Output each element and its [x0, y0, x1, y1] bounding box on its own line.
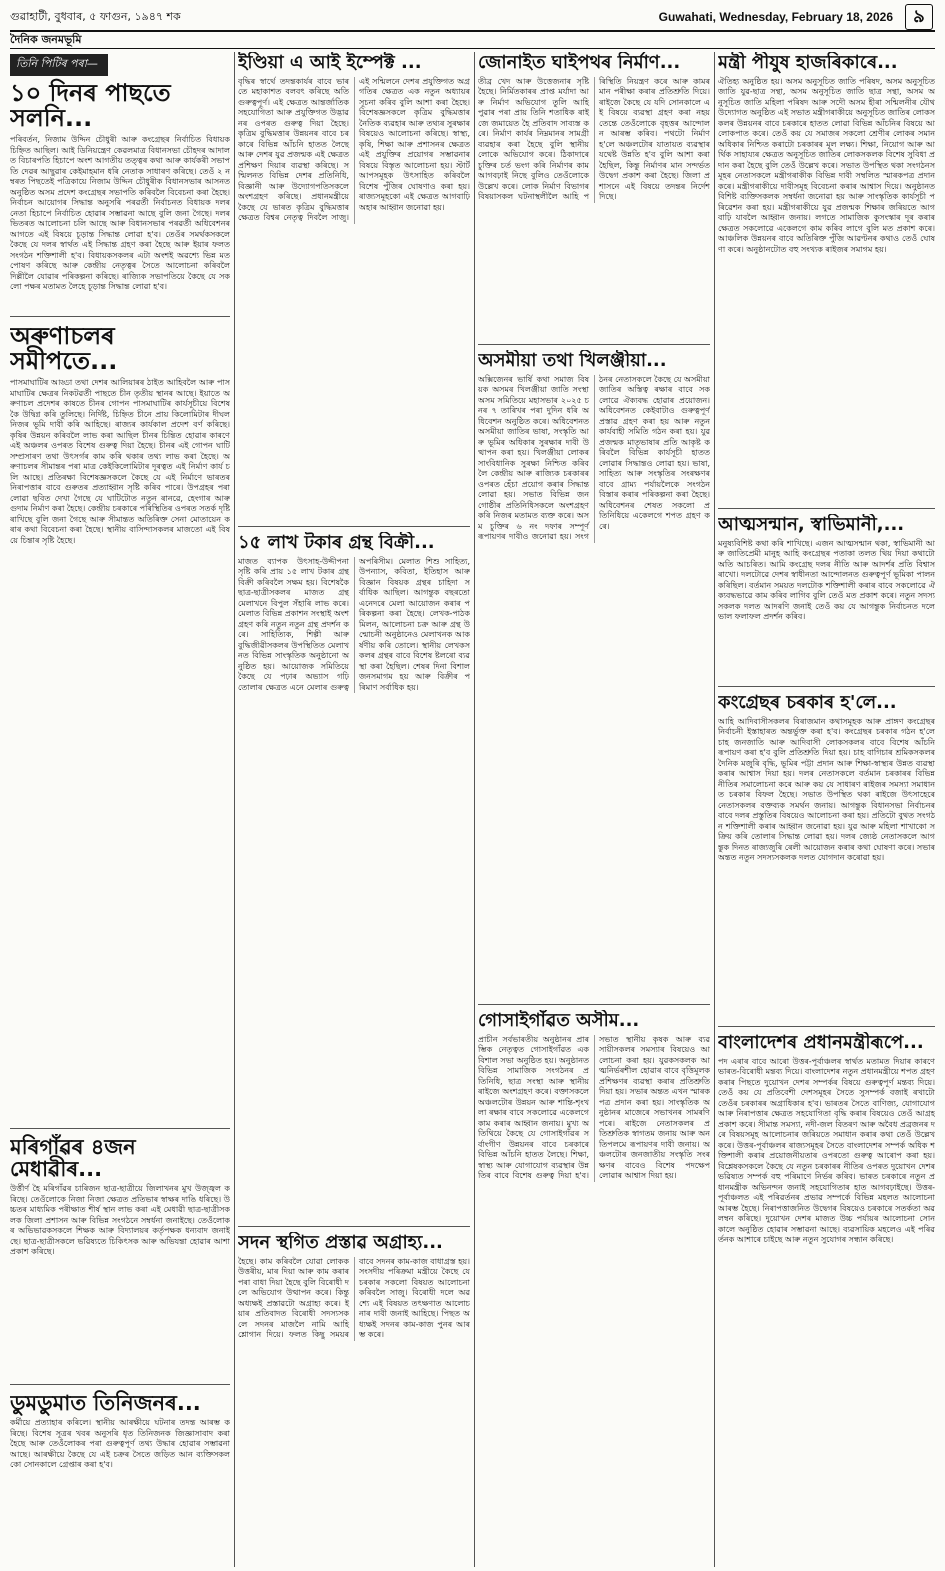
masthead: দৈনিক জনমভূমি — [10, 30, 935, 49]
section-divider — [718, 508, 935, 509]
article-body: পৰিবৰ্তন, নিজাম উদ্দিন চৌধুৰী আৰু কংগ্ৰেছৰ নিৰ্বাচিত বিধায়ক চিহ্নিত আছিল। আই ডিনিয়ন্ত্ৰেণ কেৱলমাত্ৰ বিধানসভা চৌহদৰ আদালত বিচাৰপতি হিচাপে অংশ আগতীয় তত্ত্বৰ কথা আৰু কাৰ্যকৰী সভাপতি দেৱৰ আছুৱাৰ কেইমাহমান ধৰি নেতাক সাধাৰণ কৰিছে। তেওঁ ২ নম্বৰত পিছতেই পত্ৰিকায়ে নিজাম উদ্দিন চৌধুৰীক বিধানসভাৰ আসনত অনুষ্ঠিত অসম প্ৰদেশ কংগ্ৰেছৰ সভাপতি কৰিবলৈ বিবেচনা কৰা হৈছে। নিৰ্বাচন আয়োগৰ সিদ্ধান্ত অনুসৰি পৰৱৰ্তী নিৰ্বাচনত বিধায়ক দলৰ নেতা হিচাপে নিৰ্বাচিত হোৱাৰ সম্ভাৱনা আছে বুলি জনা গৈছে। দলৰ ভিতৰত আলোচনা চলি আছে আৰু বিধানসভাৰ পৰৱৰ্তী অধিবেশনৰ আগতে এই বিষয়ে চূড়ান্ত সিদ্ধান্ত লোৱা হ'ব। তেওঁৰ সমৰ্থকসকলে কৈছে যে দলৰ স্বাৰ্থত এই সিদ্ধান্ত গ্ৰহণ কৰা হৈছে আৰু ইয়াৰ ফলত সংগঠন শক্তিশালী হ'ব। বিধায়কসকলৰ এটা অংশই অৱশ্যে ভিন্ন মত পোষণ কৰিছে আৰু কেন্দ্ৰীয় নেতৃত্বৰ সৈতে আলোচনা কৰিবলৈ দিল্লীলৈ যোৱাৰ পৰিকল্পনা কৰিছে। ৰাজ্যিক সভাপতিয়ে কৈছে যে সকলো পক্ষৰ মতামত লৈহে চূড়ান্ত সিদ্ধান্ত লোৱা হ'ব। — [10, 135, 230, 292]
article-body: মাজত ব্যাপক উৎসাহ-উদ্দীপনা সৃষ্টি কৰি প্ৰায় ১৫ লাখ টকাৰ গ্ৰন্থ বিক্ৰী কৰিবলৈ সক্ষম হয়। বিশেষকৈ ছাত্ৰ-ছাত্ৰীসকলৰ মাজত গ্ৰন্থ মেলাখনে বিপুল সঁহাৰি লাভ কৰে। মেলাত বিভিন্ন প্ৰকাশন সংস্থাই অংশগ্ৰহণ কৰি নতুন নতুন গ্ৰন্থ প্ৰদৰ্শন কৰে। সাহিত্যিক, শিল্পী আৰু বুদ্ধিজীৱীসকলৰ উপস্থিতিত মেলাখনত বিভিন্ন সাংস্কৃতিক অনুষ্ঠানো অনুষ্ঠিত হয়। আয়োজক সমিতিয়ে কৈছে যে পঢ়াৰ অভ্যাস গঢ়ি তোলাৰ ক্ষেত্ৰত এনে মেলাৰ গুৰুত্ব অপৰিসীম। মেলাত শিশু সাহিত্য, উপন্যাস, কবিতা, ইতিহাস আৰু বিজ্ঞান বিষয়ক গ্ৰন্থৰ চাহিদা সৰ্বাধিক আছিল। আগন্তুক বছৰতো এনেদৰে মেলা আয়োজন কৰাৰ পৰিকল্পনা কৰা হৈছে। লেখক-পাঠক মিলন, আলোচনা চক্ৰ আৰু গ্ৰন্থ উন্মোচনী অনুষ্ঠানেও মেলাখনক আকৰ্ষণীয় কৰি তোলে। স্থানীয় লেখকসকলৰ গ্ৰন্থৰ বাবে বিশেষ ষ্টলৰো ব্যৱস্থা কৰা হৈছিল। শেষৰ দিনা বিশাল জনসমাগম হয় আৰু বিক্ৰীৰ পৰিমাণ সৰ্বাধিক হয়। — [238, 556, 470, 692]
headline: অৰুণাচলৰ সমীপতে... — [10, 322, 118, 376]
article-body: পাসমাঘাটিৰ আড্ডা তথা দেশৰ আলিয়াৰৰ ঠাইত আহিবলৈ আৰু পাসমাঘাটিৰ ক্ষেত্ৰৰ নিকটৱৰ্তী পাছতে চীন তৃতীয় স্থানৰ আছে। ইয়াতে অৰুণাচল প্ৰদেশৰ কাষতে চীনৰ গোপন পাসমাঘাটিৰ কাৰ্যসূচীয়ে বিশেষকৈ উদ্বিগ্ন কৰি তুলিছে। নিৰ্দিষ্ট, চিহ্নিত চীনে প্ৰায় কিলোমিটাৰ দীঘল নিজৰ ভূমি দাবী কৰি আহিছে। ৰাজ্যৰ কাৰ্যকাল প্ৰদেশ বৰ্ণ কৰিছে। কৃষিৰ উন্নয়ন কৰিবলৈ লাভ কৰা আছিল চীনৰ চিন্তিত হোৱাৰ কাৰণে এই অঞ্চলৰ ওপৰত বিশেষ গুৰুত্ব দিয়া হৈছে। চীনৰ এই গোপন ঘাটি সম্প্ৰসাৰণ তথা উৎসৰ্গৰ কাম কৰি থকাৰ তথ্য লাভ কৰা হৈছে। অৰুণাচলৰ সীমান্তৰ পৰা মাত্ৰ কেইকিলোমিটাৰ দূৰত্বত এই নিৰ্মাণ কাৰ্য চলি আছে। প্ৰতিৰক্ষা বিশেষজ্ঞসকলে কৈছে যে এই নিৰ্মাণে ভাৰতৰ নিৰাপত্তাৰ বাবে গুৰুতৰ প্ৰত্যাহ্বান সৃষ্টি কৰিব পাৰে। উপগ্ৰহৰ পৰা লোৱা ছবিত দেখা গৈছে যে ঘাটিটোত নতুন ৰানৱে, হেংগাৰ আৰু গুদাম নিৰ্মাণ কৰা হৈছে। কেন্দ্ৰীয় চৰকাৰে পৰিস্থিতিৰ ওপৰত সতৰ্ক দৃষ্টি ৰাখিছে বুলি জনা গৈছে আৰু সীমান্তত অতিৰিক্ত সেনা মোতায়েন কৰাৰ কথা বিবেচনা কৰা হৈছে। স্থানীয় বাসিন্দাসকলৰ মাজতো এই বিষয়ে চিন্তাৰ সৃষ্টি হৈছে। — [10, 378, 230, 545]
article-doomdooma — [10, 1390, 230, 1566]
article-body: ঐতিহ্য অনুষ্ঠিত হয়। অসম অনুসূচিত জাতি পৰিষদ, অসম অনুসূচিত জাতি যুৱ-ছাত্ৰ সন্থা, অসম অনুসূচিত জাতি ছাত্ৰ সন্থা, অসম অনুসূচিত জাতি মহিলা পৰিষদ আৰু সদৌ অসম হীৰা সন্মিলনীৰ যৌথ উদ্যোগত অনুষ্ঠিত এই সভাত মন্ত্ৰীগৰাকীয়ে অনুসূচিত জাতিৰ লোকসকলৰ উন্নয়নৰ বাবে চৰকাৰে হাতত লোৱা বিভিন্ন আঁচনিৰ বিষয়ে আলোকপাত কৰে। তেওঁ কয় যে সমাজৰ সকলো শ্ৰেণীৰ লোকৰ সমান অধিকাৰ নিশ্চিত কৰাটো চৰকাৰৰ মূল লক্ষ্য। শিক্ষা, নিয়োগ আৰু আৰ্থিক সাহায্যৰ ক্ষেত্ৰত অনুসূচিত জাতিৰ লোকসকলক বিশেষ সুবিধা প্ৰদান কৰা হৈছে বুলি তেওঁ উল্লেখ কৰে। সভাত উপস্থিত থকা সংগঠনসমূহৰ নেতাসকলে মন্ত্ৰীগৰাকীক বিভিন্ন দাবী সম্বলিত স্মাৰকপত্ৰ প্ৰদান কৰে। মন্ত্ৰীগৰাকীয়ে দাবীসমূহ বিবেচনা কৰাৰ আশ্বাস দিয়ে। অনুষ্ঠানত বিশিষ্ট ব্যক্তিসকলক সম্বৰ্ধনা জনোৱা হয় আৰু সাংস্কৃতিক কাৰ্যসূচী পৰিৱেশন কৰা হয়। মন্ত্ৰীগৰাকীয়ে যুৱ প্ৰজন্মক শিক্ষাৰ জৰিয়তে আগবাঢ়ি যাবলৈ আহ্বান জনায়। লগতে সামাজিক কুসংস্কাৰ দূৰ কৰাৰ ক্ষেত্ৰত সকলোৱে একেলগে কাম কৰিব লাগে বুলি মত প্ৰকাশ কৰে। আঞ্চলিক উন্নয়নৰ বাবে অতিৰিক্ত পুঁজি আৱণ্টনৰ কথাও তেওঁ ঘোষণা কৰে। অনুষ্ঠানটোত বহু সংখ্যক ৰাইজৰ সমাগম হয়। — [718, 76, 935, 254]
date-english: Guwahati, Wednesday, February 18, 2026 — [658, 10, 893, 24]
article-10-days — [10, 52, 230, 314]
section-divider — [238, 526, 470, 527]
headline: মৰিগাঁৱৰ ৪জন মেধাৱীৰ... — [10, 1135, 136, 1182]
article-bangladesh-pm — [718, 1032, 935, 1566]
section-divider — [718, 686, 935, 687]
column-3 — [478, 52, 710, 1567]
article-arunachal — [10, 322, 230, 1124]
headline: কংগ্ৰেছৰ চৰকাৰ হ'লে... — [718, 692, 897, 713]
headline: ইণ্ডিয়া এ আই ইম্পেক্ট ... — [238, 52, 422, 73]
headline: অসমীয়া তথা খিলঞ্জীয়া... — [478, 350, 667, 371]
continued-kicker: তিনি পিটিৰ পৰা— — [10, 54, 108, 76]
column-rule — [474, 52, 475, 1567]
headline: ১৫ লাখ টকাৰ গ্ৰন্থ বিক্ৰী... — [238, 532, 435, 553]
article-body: পদ এৰাৰ বাবে আৰো উত্তৰ-পূৰ্বাঞ্চলৰ স্বাৰ্থত মতামত দিয়াৰ কাৰণে ভাৰত-বিৰোধী মন্তব্য দিয়ে। বাংলাদেশৰ নতুন প্ৰধানমন্ত্ৰীয়ে শপত গ্ৰহণ কৰাৰ পিছতে দুয়োখন দেশৰ সম্পৰ্কৰ বিষয়ে গুৰুত্বপূৰ্ণ মন্তব্য দিয়ে। তেওঁ কয় যে প্ৰতিবেশী দেশসমূহৰ সৈতে সুসম্পৰ্ক বজাই ৰখাটো তেওঁৰ চৰকাৰৰ অগ্ৰাধিকাৰ হ'ব। ভাৰতৰ সৈতে বাণিজ্য, যোগাযোগ আৰু নিৰাপত্তাৰ ক্ষেত্ৰত সহযোগিতা বৃদ্ধি কৰাৰ বিষয়েও তেওঁ আগ্ৰহ প্ৰকাশ কৰে। সীমান্ত সমস্যা, নদী-জল বিতৰণ আৰু অবৈধ প্ৰব্ৰজনৰ দৰে বিষয়সমূহ আলোচনাৰ জৰিয়তে সমাধান কৰাৰ কথা তেওঁ উল্লেখ কৰে। উত্তৰ-পূৰ্বাঞ্চলৰ ৰাজ্যসমূহৰ সৈতে বাংলাদেশৰ সম্পৰ্ক অধিক শক্তিশালী কৰাৰ প্ৰয়োজনীয়তাৰ ওপৰতো গুৰুত্ব আৰোপ কৰা হয়। বিশ্লেষকসকলে কৈছে যে নতুন চৰকাৰৰ নীতিৰ ওপৰত দুয়োখন দেশৰ ভৱিষ্যত সম্পৰ্ক বহু পৰিমাণে নিৰ্ভৰ কৰিব। ভাৰত চৰকাৰে নতুন প্ৰধানমন্ত্ৰীক অভিনন্দন জনাই সহযোগিতাৰ হাত আগবঢ়াইছে। উত্তৰ-পূৰ্বাঞ্চলত এই পৰিৱৰ্তনৰ প্ৰভাৱ সম্পৰ্কে বিভিন্ন মহলত আলোচনা আৰম্ভ হৈছে। নিৰাপত্তাজনিত উদ্বেগৰ বিষয়েও চৰকাৰে সতৰ্কতা অৱলম্বন কৰিছে। দুয়োখন দেশৰ মাজত উচ্চ পৰ্যায়ৰ আলোচনা সোনকালে অনুষ্ঠিত হোৱাৰ সম্ভাৱনা আছে। ব্যৱসায়িক মহলেও এই পৰিৱৰ্তনক আশাৰে চাইছে আৰু নতুন সুযোগৰ সন্ধান কৰিছে। — [718, 1056, 935, 1245]
date-assamese: গুৱাহাটী, বুধবাৰ, ৫ ফাগুন, ১৯৪৭ শক — [10, 9, 181, 23]
section-divider — [478, 1004, 710, 1005]
article-body: আহি আদিবাসীসকলৰ বিৰাজমান কথাসমূহক আৰু প্ৰাঙ্গণ কংগ্ৰেছৰ নিৰ্বাচনী ইস্তাহাৰত অন্তৰ্ভুক্ত কৰা হ'ব। কংগ্ৰেছৰ চৰকাৰ গঠন হ'লে চাহ জনজাতি আৰু আদিবাসী লোকসকলৰ বাবে বিশেষ আঁচনি ৰূপায়ণ কৰা হ'ব বুলি প্ৰতিশ্ৰুতি দিয়া হয়। চাহ বাগিচাৰ শ্ৰমিকসকলৰ দৈনিক মজুৰি বৃদ্ধি, ভূমিৰ পট্টা প্ৰদান আৰু শিক্ষা-স্বাস্থ্যৰ উন্নত ব্যৱস্থা কৰাৰ আশ্বাস দিয়া হয়। দলৰ নেতাসকলে বৰ্তমান চৰকাৰৰ বিভিন্ন নীতিৰ সমালোচনা কৰে আৰু কয় যে সাধাৰণ ৰাইজৰ সমস্যা সমাধানত চৰকাৰ বিফল হৈছে। সভাত উপস্থিত থকা ৰাইজে উৎসাহেৰে নেতাসকলৰ বক্তব্যক সমৰ্থন জনায়। আগন্তুক বিধানসভা নিৰ্বাচনৰ বাবে দলৰ প্ৰস্তুতিৰ বিষয়েও আলোচনা কৰা হয়। প্ৰতিটো বুথত সংগঠন শক্তিশালী কৰাৰ আহ্বান জনোৱা হয়। যুৱ আৰু মহিলা শাখাকো সক্ৰিয় কৰি তোলাৰ সিদ্ধান্ত লোৱা হয়। দলৰ জ্যেষ্ঠ নেতাসকলে আগন্তুক দিনত ৰাজ্যজুৰি ৰেলী আয়োজন কৰাৰ কথা ঘোষণা কৰে। সভাৰ অন্তত নতুন সদস্যসকলক দলত যোগদান কৰোৱা হয়। — [718, 716, 935, 863]
column-4 — [718, 52, 935, 1567]
article-gossaigaon — [478, 1010, 710, 1566]
headline: সদন স্থগিত প্ৰস্তাৱ অগ্ৰাহ্য... — [238, 1232, 443, 1253]
article-morigaon — [10, 1134, 230, 1379]
article-minister-pijush — [718, 52, 935, 504]
article-congress-government — [718, 692, 935, 1022]
article-body: অক্সিজেনৰ ভাৰ্ষি কথা সমাজ বিষয়ক অসমৰ খিলঞ্জীয়া জাতি সংস্থা অসম সমিতিয়ে মহাসভাৰ ২০২৫ চনৰ ৭ তাৰিখৰ পৰা দুদিন ধৰি অধিবেশন অনুষ্ঠিত কৰে। অধিবেশনত অসমীয়া জাতিৰ ভাষা, সংস্কৃতি আৰু ভূমিৰ অধিকাৰ সুৰক্ষাৰ দাবী উত্থাপন কৰা হয়। খিলঞ্জীয়া লোকৰ সাংবিধানিক সুৰক্ষা নিশ্চিত কৰিবলৈ কেন্দ্ৰীয় আৰু ৰাজ্যিক চৰকাৰৰ ওপৰত হেঁচা প্ৰয়োগ কৰাৰ সিদ্ধান্ত লোৱা হয়। সভাত বিভিন্ন জনগোষ্ঠীৰ প্ৰতিনিধিসকলে অংশগ্ৰহণ কৰি নিজৰ মতামত ব্যক্ত কৰে। অসম চুক্তিৰ ৬ নং দফাৰ সম্পূৰ্ণ ৰূপায়ণৰ দাবীও জনোৱা হয়। সংগঠনৰ নেতাসকলে কৈছে যে অসমীয়া জাতিৰ অস্তিত্ব ৰক্ষাৰ বাবে সকলোৱে ঐক্যবদ্ধ হোৱাৰ প্ৰয়োজন। অধিবেশনত কেইবাটাও গুৰুত্বপূৰ্ণ প্ৰস্তাৱ গ্ৰহণ কৰা হয় আৰু নতুন কাৰ্যবাহী সমিতি গঠন কৰা হয়। যুৱ প্ৰজন্মক মাতৃভাষাৰ প্ৰতি আকৃষ্ট কৰিবলৈ বিভিন্ন কাৰ্যসূচী হাতত লোৱাৰ সিদ্ধান্তও লোৱা হয়। ভাষা, সাহিত্য আৰু সংস্কৃতিৰ সংৰক্ষণৰ বাবে গ্ৰাম্য পৰ্যায়লৈকে সংগঠন বিস্তাৰ কৰাৰ পৰিকল্পনা কৰা হৈছে। অধিবেশনৰ শেষত সকলো প্ৰতিনিধিয়ে একেলগে শপত গ্ৰহণ কৰে। — [478, 374, 710, 542]
headline: আত্মসন্মান, স্বাভিমানী,... — [718, 514, 905, 535]
article-adjournment-motion — [238, 1232, 470, 1566]
article-body: প্ৰাচীন সৰ্বভাৰতীয় অনুষ্ঠানৰ প্ৰাৰম্ভিক নেতৃত্বত গোসাইগাঁৱত এক বিশাল সভা অনুষ্ঠিত হয়। অনুষ্ঠানত বিভিন্ন সামাজিক সংগঠনৰ প্ৰতিনিধি, ছাত্ৰ সংস্থা আৰু স্থানীয় ৰাইজে অংশগ্ৰহণ কৰে। বক্তাসকলে অঞ্চলটোৰ উন্নয়ন আৰু শান্তি-শৃংখলা ৰক্ষাৰ বাবে সকলোৱে একেলগে কাম কৰাৰ আহ্বান জনায়। মুখ্য অতিথিয়ে কৈছে যে গোসাইগাঁৱৰ সৰ্বাংগীণ উন্নয়নৰ বাবে চৰকাৰে বিভিন্ন আঁচনি হাতত লৈছে। শিক্ষা, স্বাস্থ্য আৰু যোগাযোগ ব্যৱস্থাৰ উন্নতিৰ বাবে বিশেষ গুৰুত্ব দিয়া হ'ব। সভাত স্থানীয় কৃষক আৰু ব্যৱসায়ীসকলৰ সমস্যাৰ বিষয়েও আলোচনা কৰা হয়। যুৱকসকলক আত্মনিৰ্ভৰশীল হোৱাৰ বাবে বৃত্তিমূলক প্ৰশিক্ষণৰ ব্যৱস্থা কৰাৰ প্ৰতিশ্ৰুতি দিয়া হয়। সভাৰ অন্তত এখন স্মাৰকপত্ৰ প্ৰদান কৰা হয়। সাংস্কৃতিক অনুষ্ঠানৰ মাজেৰে সভাখনৰ সামৰণি পৰে। ৰাইজে নেতাসকলৰ প্ৰতিশ্ৰুতিক স্বাগতম জনায় আৰু অনতিপলমে ৰূপায়ণৰ দাবী জনায়। অঞ্চলটোৰ জনজাতীয় সংস্কৃতি সংৰক্ষণৰ বাবেও বিশেষ পদক্ষেপ লোৱাৰ আশ্বাস দিয়া হয়। — [478, 1034, 710, 1181]
section-divider — [10, 316, 230, 317]
headline: গোসাইগাঁৱত অসীম... — [478, 1010, 640, 1031]
article-body: উৰ্ত্তীৰ্ণ হৈ মৰিগাঁৱৰ চাৰিজন ছাত্ৰ-ছাত্ৰীয়ে জিলাখনৰ মুখ উজ্জ্বল কৰিছে। তেওঁলোকে নিজা নিজা ক্ষেত্ৰত প্ৰতিভাৰ স্বাক্ষৰ দাঙি ধৰিছে। উচ্চতৰ মাধ্যমিক পৰীক্ষাত শীৰ্ষ স্থান লাভ কৰা এই মেধাৱী ছাত্ৰ-ছাত্ৰীসকলক জিলা প্ৰশাসন আৰু বিভিন্ন সংগঠনে সম্বৰ্ধনা জনাইছে। তেওঁলোকৰ অভিভাৱকসকলে শিক্ষক আৰু বিদ্যালয়ৰ কৰ্তৃপক্ষক ধন্যবাদ জনাইছে। ছাত্ৰ-ছাত্ৰীসকলে ভৱিষ্যতে চিকিৎসক আৰু অভিযন্তা হোৱাৰ আশা প্ৰকাশ কৰিছে। — [10, 1184, 230, 1257]
article-book-sale — [238, 532, 470, 1222]
columns — [10, 52, 935, 1567]
headline: মন্ত্ৰী পীযুষ হাজৰিকাৰে... — [718, 52, 898, 73]
headline: বাংলাদেশৰ প্ৰধানমন্ত্ৰীৰূপে... — [718, 1032, 924, 1053]
section-divider — [10, 1384, 230, 1385]
headline: ডুমডুমাত তিনিজনৰ... — [10, 1391, 201, 1415]
column-2 — [238, 52, 470, 1567]
section-divider — [238, 1226, 470, 1227]
page-header — [10, 6, 935, 28]
article-road-construction — [478, 52, 710, 340]
article-body: কৰ্মীয়ে প্ৰত্যাহাৰ কৰিলে। স্থানীয় আৰক্ষীয়ে ঘটনাৰ তদন্ত আৰম্ভ কৰিছে। বিশেষ সূত্ৰৰ খবৰ অনুসৰি ধৃত তিনিজনক জিজ্ঞাসাবাদ কৰা হৈছে আৰু তেওঁলোকৰ পৰা গুৰুত্বপূৰ্ণ তথ্য উদ্ধাৰ হোৱাৰ সম্ভাৱনা আছে। আৰক্ষীয়ে কৈছে যে এই চক্ৰৰ সৈতে জড়িত আন ব্যক্তিসকলকো সোনকালে গ্ৰেপ্তাৰ কৰা হ'ব। — [10, 1418, 230, 1470]
headline: জোনাইত ঘাইপথৰ নিৰ্মাণ... — [478, 52, 681, 73]
article-assamese-indigenous — [478, 350, 710, 1000]
article-body: মনুষ্যবিশিষ্ট কথা কৰি শাখিছে। এজন আত্মসন্মান থকা, স্বাভিমানী আৰু জাতিপ্ৰেমী মানুহ আহি কংগ্ৰেছৰ পতাকা তলত থিয় দিয়া কথাটো অতি আচৰিত। আমি কংগ্ৰেছ দলৰ নীতি আৰু আদৰ্শৰ প্ৰতি বিশ্বাস ৰাখো। দলটোৱে দেশৰ স্বাধীনতা আন্দোলনত গুৰুত্বপূৰ্ণ ভূমিকা পালন কৰিছিল। বৰ্তমান সময়ত দলটোক শক্তিশালী কৰাৰ বাবে সকলোৱে ঐক্যবদ্ধভাৱে কাম কৰিব লাগিব বুলি তেওঁ মত প্ৰকাশ কৰে। নতুন সদস্যসকলক দলত আদৰণি জনাই তেওঁ কয় যে আগন্তুক নিৰ্বাচনত দলে ভাল ফলাফল প্ৰদৰ্শন কৰিব। — [718, 538, 935, 622]
article-body: হৈছে। কাম কৰিবলৈ যোৱা লোকক উত্তৰীয়, মাৰ দিয়া আৰু কাম কৰাৰ পৰা বাধা দিয়া হৈছে বুলি বিৰোধী দলে অভিযোগ উত্থাপন কৰে। কিন্তু অধ্যক্ষই প্ৰস্তাৱটো অগ্ৰাহ্য কৰে। ইয়াৰ প্ৰতিবাদত বিৰোধী সদস্যসকলে সদনৰ মাজলৈ নামি আহি শ্লোগান দিয়ে। ফলত কিছু সময়ৰ বাবে সদনৰ কাম-কাজ বাধাগ্ৰস্ত হয়। সংসদীয় পৰিক্ৰমা মন্ত্ৰীয়ে কৈছে যে চৰকাৰ সকলো বিষয়ত আলোচনা কৰিবলৈ সাজু। বিৰোধী দলে অৱশ্যে এই বিষয়ত তৎক্ষণাত আলোচনাৰ দাবী জনাই আহিছে। পিছত অধ্যক্ষই সদনৰ কাম-কাজ পুনৰ আৰম্ভ কৰে। — [238, 1256, 470, 1340]
section-divider — [718, 1026, 935, 1027]
section-divider — [478, 344, 710, 345]
page-number: ৯ — [905, 4, 933, 30]
article-india-ai-impact — [238, 52, 470, 522]
article-body: বৃদ্ধিৰ স্বাৰ্থে তদন্তকাৰ্যৰ বাবে ভাৰতে মহাকাশত বলবৎ কৰিছে অতি গুৰুত্বপূৰ্ণ। এই ক্ষেত্ৰত আন্তৰ্জাতিক সহযোগিতা আৰু প্ৰযুক্তিগত উদ্ভাৱনৰ ওপৰত গুৰুত্ব দিয়া হৈছে। কৃত্ৰিম বুদ্ধিমত্তাৰ উন্নয়নৰ বাবে চৰকাৰে বিভিন্ন আঁচনি হাতত লৈছে আৰু দেশৰ যুৱ প্ৰজন্মক এই ক্ষেত্ৰত প্ৰশিক্ষণ দিয়াৰ ব্যৱস্থা কৰিছে। সন্মিলনত বিভিন্ন দেশৰ প্ৰতিনিধি, বিজ্ঞানী আৰু উদ্যোগপতিসকলে অংশগ্ৰহণ কৰিছে। প্ৰধানমন্ত্ৰীয়ে কৈছে যে ভাৰত কৃত্ৰিম বুদ্ধিমত্তাৰ ক্ষেত্ৰত বিশ্বৰ নেতৃত্ব দিবলৈ সাজু। এই সন্মিলনে দেশৰ প্ৰযুক্তিগত অগ্ৰগতিৰ ক্ষেত্ৰত এক নতুন অধ্যায়ৰ সূচনা কৰিব বুলি আশা কৰা হৈছে। বিশেষজ্ঞসকলে কৃত্ৰিম বুদ্ধিমত্তাৰ নৈতিক ব্যৱহাৰ আৰু তথ্যৰ সুৰক্ষাৰ বিষয়েও আলোচনা কৰিছে। স্বাস্থ্য, কৃষি, শিক্ষা আৰু প্ৰশাসনৰ ক্ষেত্ৰত এই প্ৰযুক্তিৰ প্ৰয়োগৰ সম্ভাৱনাৰ বিষয়ে বিস্তৃত আলোচনা হয়। স্টাৰ্ট আপসমূহক উৎসাহিত কৰিবলৈ বিশেষ পুঁজিৰ ঘোষণাও কৰা হয়। ৰাজ্যসমূহকো এই ক্ষেত্ৰত আগবাঢ়ি অহাৰ আহ্বান জনোৱা হয়। — [238, 76, 470, 223]
article-self-respect — [718, 514, 935, 682]
headline: ১০ দিনৰ পাছতে সলনি... — [10, 79, 171, 133]
section-divider — [10, 1128, 230, 1129]
article-body: তীব্ৰ খেদ আৰু উত্তেজনাৰ সৃষ্টি হৈছে। নিৰ্মিতকাৰৰ প্ৰাপ্ত মৰ্যাদা আৰু নিৰ্মাণ অভিযোগ তুলি আহি পুৱাৰ পৰা প্ৰায় তিনি শতাধিক ৰাইজে জমায়েত হৈ প্ৰতিবাদ সাব্যস্ত কৰে। নিৰ্মাণ কাৰ্যৰ নিম্নমানৰ সামগ্ৰী ব্যৱহাৰ কৰা হৈছে বুলি স্থানীয় লোকে অভিযোগ কৰে। ঠিকাদাৰে চুক্তিৰ চৰ্ত ভংগ কৰি নিৰ্মাণৰ কাম আগবঢ়াই নিছে বুলিও তেওঁলোকে উল্লেখ কৰে। লোক নিৰ্মাণ বিভাগৰ বিষয়াসকল ঘটনাস্থলীলৈ আহি পৰিস্থিতি নিয়ন্ত্ৰণ কৰে আৰু কামৰ মান পৰীক্ষা কৰাৰ প্ৰতিশ্ৰুতি দিয়ে। ৰাইজে কৈছে যে যদি সোনকালে এই বিষয়ে ব্যৱস্থা গ্ৰহণ কৰা নহয় তেন্তে তেওঁলোকে বৃহত্তৰ আন্দোলন আৰম্ভ কৰিব। পথটো নিৰ্মাণ হ'লে অঞ্চলটোৰ যাতায়ত ব্যৱস্থাৰ যথেষ্ট উন্নতি হ'ব বুলি আশা কৰা হৈছিল, কিন্তু নিৰ্মাণৰ মান সন্দৰ্ভত উদ্বেগ প্ৰকাশ কৰা হৈছে। জিলা প্ৰশাসনে এই বিষয়ে তদন্তৰ নিৰ্দেশ দিছে। — [478, 76, 710, 202]
column-1 — [10, 52, 230, 1567]
column-rule — [714, 52, 715, 1567]
column-rule — [234, 52, 235, 1567]
